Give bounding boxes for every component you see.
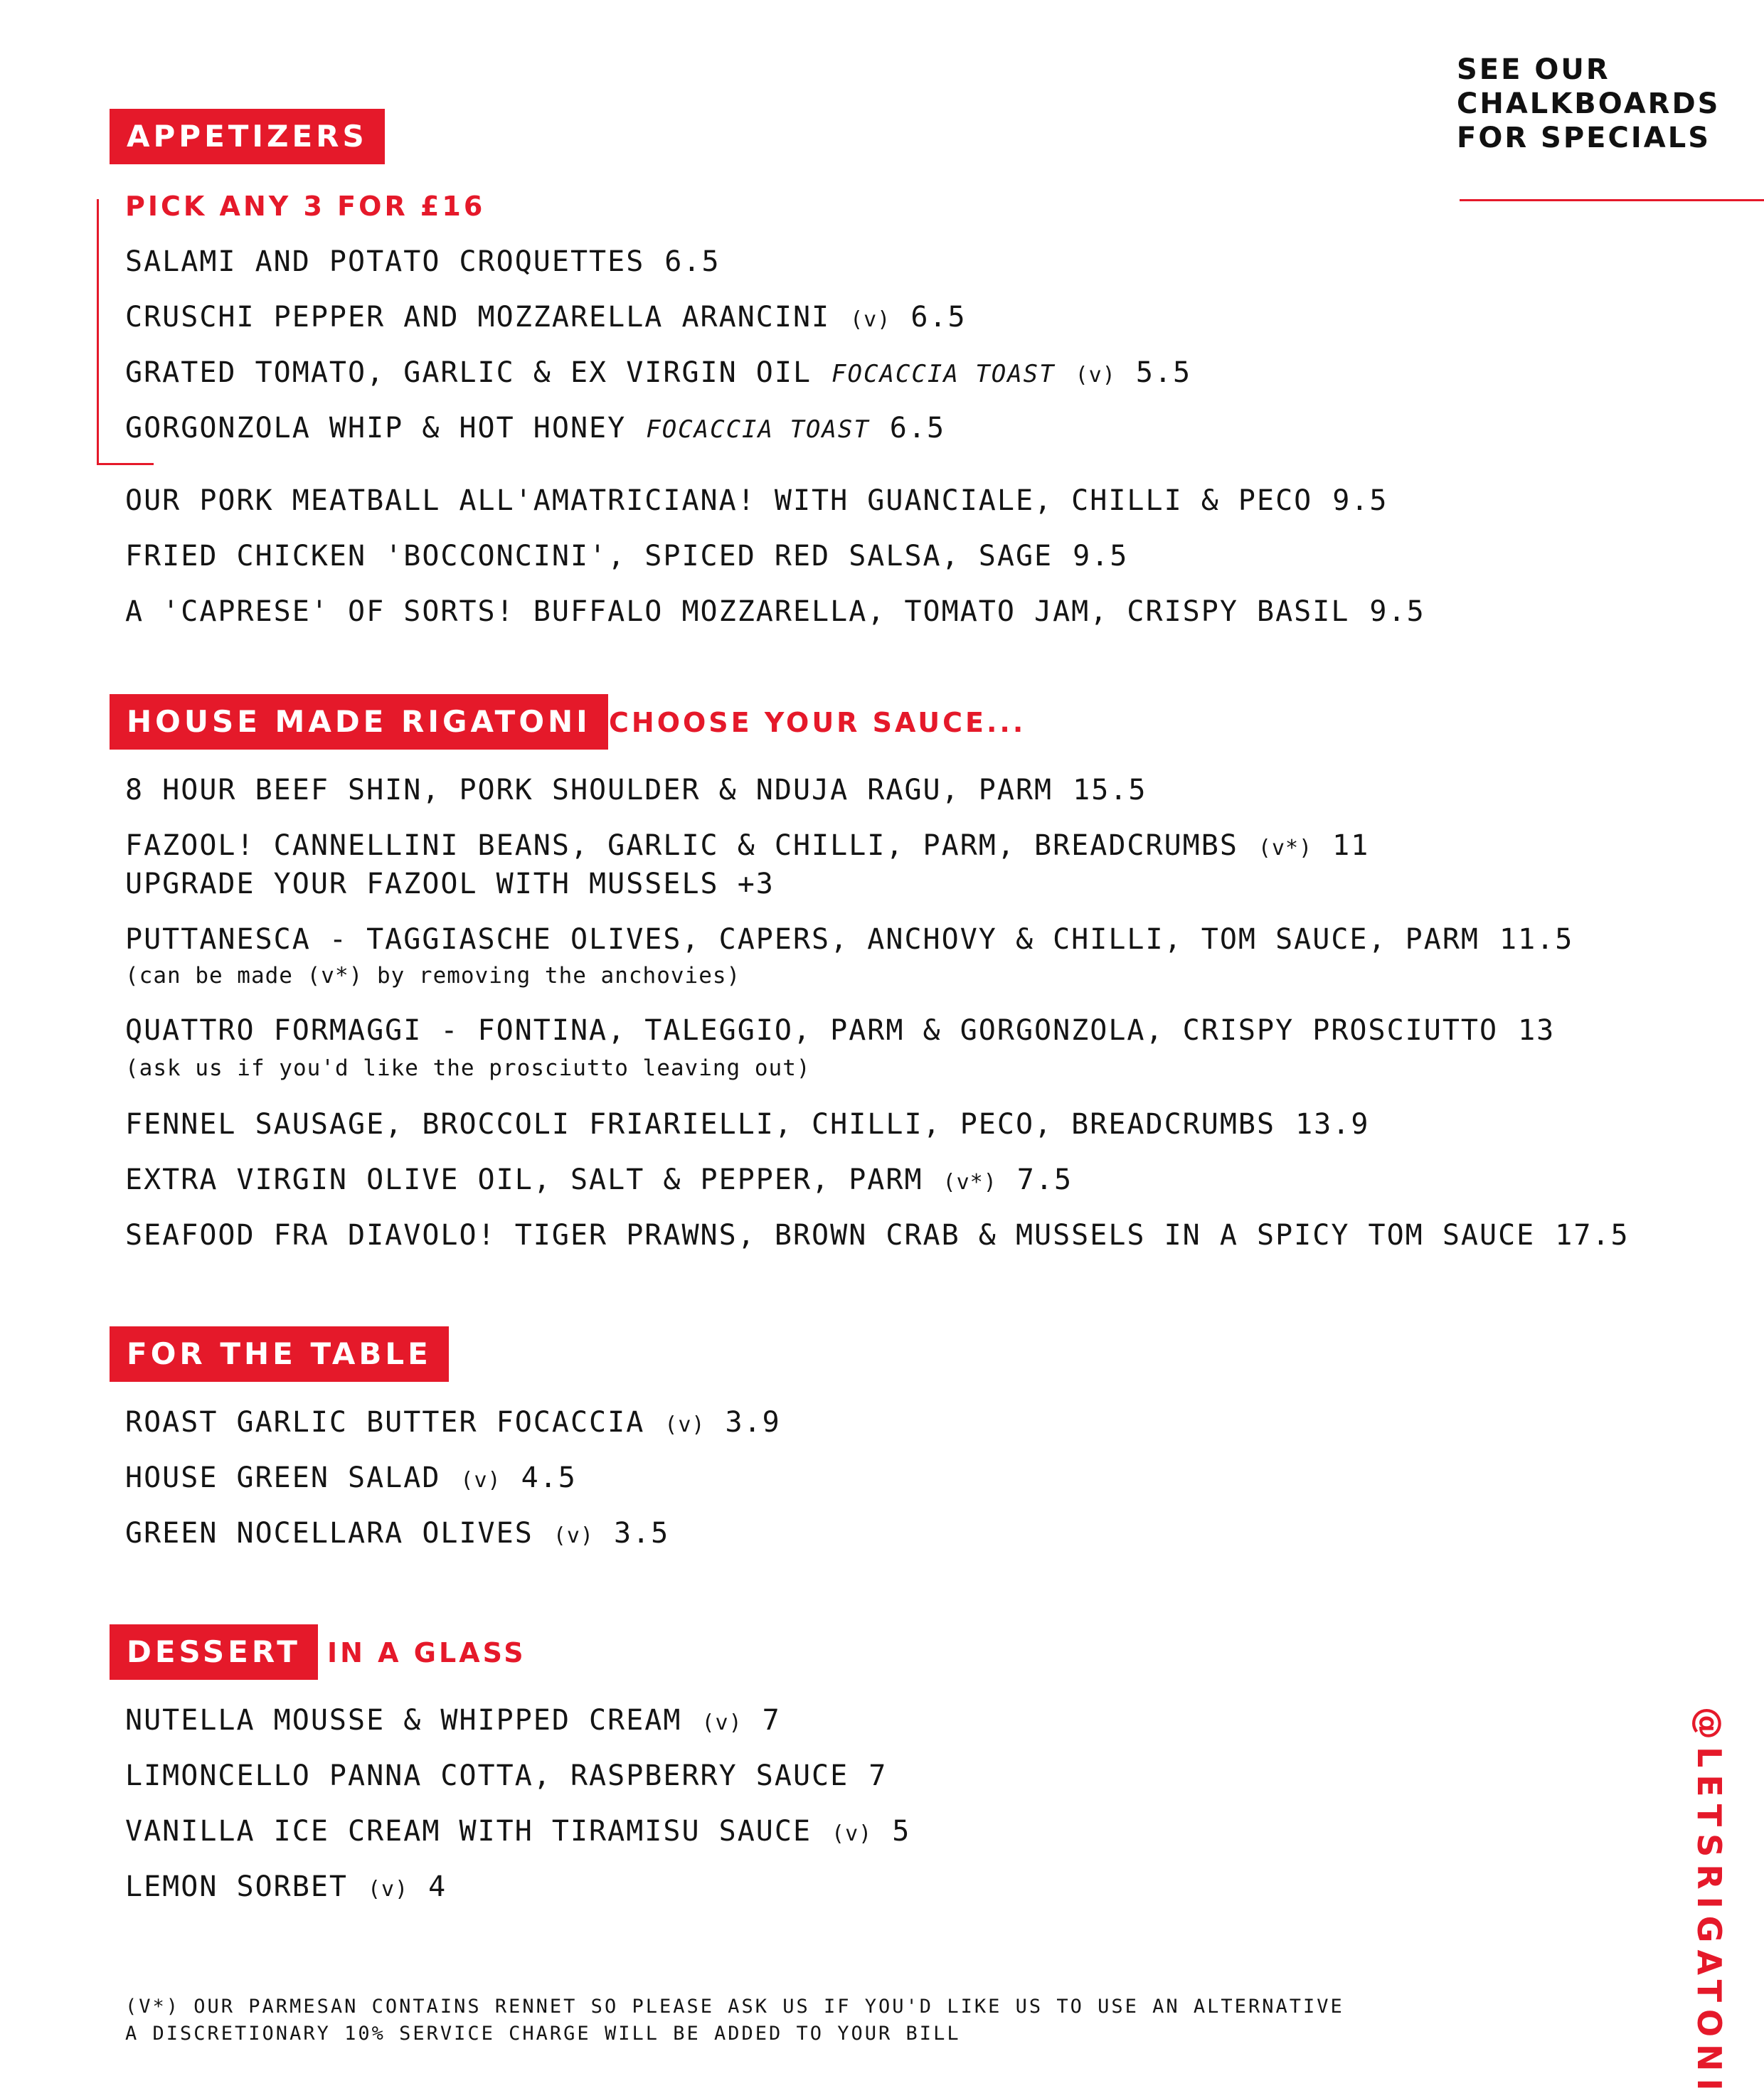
vegetarian-mark: (v*)	[942, 1170, 997, 1195]
item-price: 6.5	[889, 412, 946, 444]
pick-bracket-foot	[97, 463, 154, 465]
vegetarian-mark: (v)	[850, 307, 891, 332]
item-name: OUR PORK MEATBALL ALL'AMATRICIANA! WITH GUANCIALE, CHILLI & PECO	[125, 484, 1313, 517]
menu-item	[125, 355, 1191, 393]
menu-item	[125, 244, 721, 279]
menu-item	[125, 1405, 781, 1443]
item-name: SEAFOOD FRA DIAVOLO! TIGER PRAWNS, BROWN CRAB & MUSSELS IN A SPICY TOM SAUCE	[125, 1219, 1536, 1252]
item-price: 13	[1518, 1014, 1556, 1047]
item-price: 9.5	[1332, 484, 1388, 517]
item-name: GRATED TOMATO, GARLIC & EX VIRGIN OIL	[125, 356, 812, 389]
item-name: EXTRA VIRGIN OLIVE OIL, SALT & PEPPER, PARM	[125, 1164, 923, 1196]
item-name: LIMONCELLO PANNA COTTA, RASPBERRY SAUCE	[125, 1759, 849, 1792]
menu-item	[125, 1460, 577, 1498]
item-price: 11.5	[1499, 923, 1574, 956]
item-price: 6.5	[664, 245, 721, 278]
menu-item	[125, 1758, 887, 1794]
item-name: VANILLA ICE CREAM WITH TIRAMISU SAUCE	[125, 1815, 812, 1848]
item-name: LEMON SORBET	[125, 1870, 348, 1903]
pick-offer: PICK ANY 3 FOR £16	[125, 191, 486, 222]
specials-line: CHALKBOARDS	[1457, 87, 1721, 120]
dessert-subtitle: IN A GLASS	[327, 1637, 526, 1668]
menu-item	[125, 1107, 1369, 1142]
item-note: FOCACCIA TOAST	[831, 360, 1056, 388]
item-price: 7	[762, 1704, 781, 1737]
menu-item	[125, 1814, 910, 1852]
item-price: 4	[428, 1870, 447, 1903]
menu-item	[125, 1218, 1630, 1253]
menu-item	[125, 1162, 1073, 1200]
vegetarian-mark: (v)	[367, 1877, 409, 1902]
menu-item	[125, 1703, 781, 1741]
item-name: A 'CAPRESE' OF SORTS! BUFFALO MOZZARELLA, TOMATO JAM, CRISPY BASIL	[125, 595, 1350, 628]
appetizers-heading: APPETIZERS	[110, 109, 385, 164]
specials-note	[1457, 53, 1720, 155]
menu-item	[125, 1013, 1555, 1048]
item-price: 13.9	[1295, 1108, 1370, 1141]
item-name: QUATTRO FORMAGGI - FONTINA, TALEGGIO, PARM & GORGONZOLA, CRISPY PROSCIUTTO	[125, 1014, 1499, 1047]
item-name: FENNEL SAUSAGE, BROCCOLI FRIARIELLI, CHILLI, PECO, BREADCRUMBS	[125, 1108, 1276, 1141]
item-note: (ask us if you'd like the prosciutto leaving out)	[125, 1055, 811, 1081]
menu-item	[125, 299, 967, 338]
item-price: 3.9	[725, 1406, 781, 1439]
item-price: 7	[868, 1759, 888, 1792]
menu-item	[125, 538, 1128, 574]
social-handle-text: @LETSRIGATONI	[1690, 1707, 1728, 2098]
menu-item	[125, 1516, 669, 1554]
item-name: ROAST GARLIC BUTTER FOCACCIA	[125, 1406, 645, 1439]
table-heading: FOR THE TABLE	[110, 1326, 449, 1382]
menu-item	[125, 828, 1369, 866]
item-note: FOCACCIA TOAST	[646, 415, 870, 444]
item-name: SALAMI AND POTATO CROQUETTES	[125, 245, 645, 278]
item-name: CRUSCHI PEPPER AND MOZZARELLA ARANCINI	[125, 301, 831, 334]
vegetarian-mark: (v)	[831, 1821, 873, 1846]
item-name: GORGONZOLA WHIP & HOT HONEY	[125, 412, 627, 444]
vegetarian-mark: (v)	[701, 1710, 743, 1735]
item-price: 9.5	[1369, 595, 1425, 628]
item-price: 9.5	[1073, 540, 1129, 573]
specials-line: SEE OUR	[1457, 53, 1610, 86]
rigatoni-heading: HOUSE MADE RIGATONI	[110, 694, 608, 750]
item-name: NUTELLA MOUSSE & WHIPPED CREAM	[125, 1704, 682, 1737]
pick-bracket-line	[97, 199, 99, 465]
menu-item	[125, 1869, 447, 1907]
item-price: 4.5	[521, 1461, 577, 1494]
dessert-heading: DESSERT	[110, 1624, 318, 1680]
item-name: PUTTANESCA - TAGGIASCHE OLIVES, CAPERS, ANCHOVY & CHILLI, TOM SAUCE, PARM	[125, 923, 1479, 956]
item-price: 6.5	[910, 301, 967, 334]
vegetarian-mark: (v)	[460, 1468, 501, 1493]
vegetarian-mark: (v)	[553, 1523, 594, 1548]
item-name: 8 HOUR BEEF SHIN, PORK SHOULDER & NDUJA RAGU, PARM	[125, 774, 1053, 806]
item-upgrade-note: UPGRADE YOUR FAZOOL WITH MUSSELS +3	[125, 868, 775, 900]
specials-line: FOR SPECIALS	[1457, 122, 1711, 154]
rigatoni-subtitle: CHOOSE YOUR SAUCE...	[609, 707, 1026, 738]
item-price: 17.5	[1555, 1219, 1630, 1252]
specials-divider	[1460, 199, 1764, 201]
item-price: 7.5	[1016, 1164, 1073, 1196]
vegetarian-mark: (v*)	[1258, 836, 1313, 861]
menu-item	[125, 410, 945, 447]
item-name: FAZOOL! CANNELLINI BEANS, GARLIC & CHILLI, PARM, BREADCRUMBS	[125, 829, 1238, 862]
item-price: 5.5	[1135, 356, 1192, 389]
item-price: 11	[1332, 829, 1370, 862]
menu-item	[125, 594, 1425, 629]
item-name: GREEN NOCELLARA OLIVES	[125, 1517, 533, 1550]
item-price: 15.5	[1073, 774, 1147, 806]
item-price: 5	[892, 1815, 911, 1848]
footer-parmesan-note: (V*) OUR PARMESAN CONTAINS RENNET SO PLEASE ASK US IF YOU'D LIKE US TO USE AN ALTERNATIVE	[125, 1996, 1344, 2018]
item-name: HOUSE GREEN SALAD	[125, 1461, 441, 1494]
vegetarian-mark: (v)	[1075, 363, 1116, 388]
vegetarian-mark: (v)	[664, 1412, 706, 1437]
item-price: 3.5	[614, 1517, 670, 1550]
menu-item	[125, 922, 1573, 957]
item-name: FRIED CHICKEN 'BOCCONCINI', SPICED RED SALSA, SAGE	[125, 540, 1053, 573]
menu-item	[125, 483, 1388, 518]
footer-service-charge: A DISCRETIONARY 10% SERVICE CHARGE WILL BE ADDED TO YOUR BILL	[125, 2023, 961, 2045]
menu-item	[125, 772, 1147, 808]
item-note: (can be made (v*) by removing the anchovies)	[125, 963, 741, 989]
